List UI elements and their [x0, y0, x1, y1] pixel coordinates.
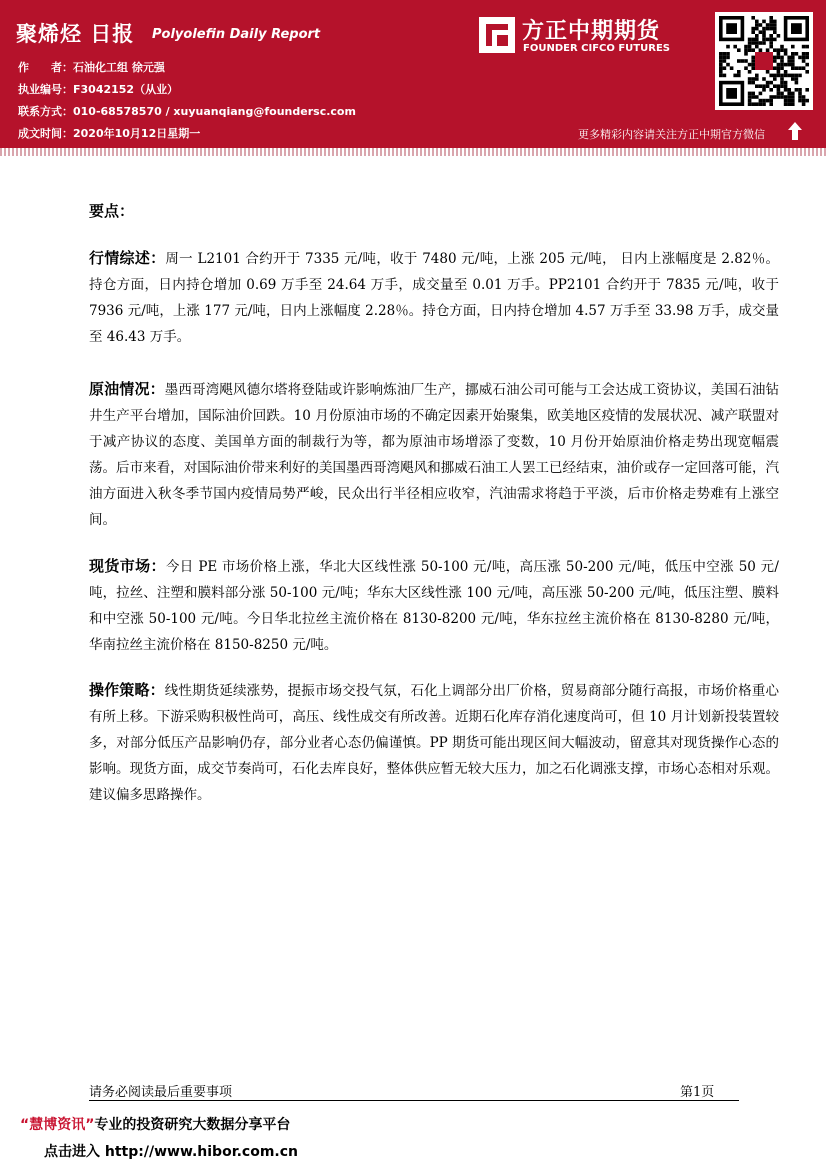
- wechat-note: 更多精彩内容请关注方正中期官方微信: [578, 128, 765, 141]
- date-line: [18, 125, 200, 141]
- spot-market-section: [89, 553, 779, 658]
- footer-divider: [89, 1100, 739, 1101]
- hibor-link[interactable]: 点击进入 http://www.hibor.com.cn: [44, 1144, 299, 1160]
- strategy-text: 线性期货延续涨势，提振市场交投气氛，石化上调部分出厂价格，贸易商部分随行高报，市场价格重心有所上移。下游采购积极性尚可，高压、线性成交有所改善。近期石化库存消化速度尚可，但 10 月计划新投装置较多，对部分低压产品影响仍存，部分业者心态仍偏谨慎。PP 期货可能出现区间大幅波动，留意其对现货操作心态的影响。现货方面，成交节奏尚可，石化去库良好，整体供应暂无较大压力，加之石化调涨支撑，市场心态相对乐观。建议偏多思路操作。: [89, 683, 779, 803]
- market-summary-section: [89, 245, 779, 350]
- author-value: 石油化工组 徐元强: [73, 61, 165, 74]
- hibor-banner: [20, 1114, 290, 1134]
- author-line: [18, 59, 165, 75]
- arrow-up-icon: [788, 122, 802, 140]
- contact-label: 联系方式：: [18, 105, 73, 118]
- report-header: [0, 0, 826, 148]
- crude-oil-text: 墨西哥湾飓风德尔塔将登陆或许影响炼油厂生产，挪威石油公司可能与工会达成工资协议，美国石油钻井生产平台增加，国际油价回跌。10 月份原油市场的不确定因素开始聚集，欧美地区疫情的发展状况、减产联盟对于减产协议的态度、美国单方面的制裁行为等，都为原油市场增添了变数，10 月份开始原油价格走势出现宽幅震荡。后市来看，对国际油价带来利好的美国墨西哥湾飓风和挪威石油工人罢工已经结束，油价或存一定回落可能，汽油方面进入秋冬季节国内疫情局势严峻，民众出行半径相应收窄，汽油需求将趋于平淡，后市价格走势难有上涨空间。: [89, 382, 779, 528]
- strategy-heading: 操作策略：: [89, 681, 165, 699]
- company-logo: [478, 12, 693, 60]
- hibor-slogan: 专业的投资研究大数据分享平台: [94, 1117, 291, 1133]
- crude-oil-section: [89, 376, 779, 533]
- spot-market-heading: 现货市场：: [89, 557, 166, 575]
- strategy-section: [89, 677, 779, 808]
- qr-code-icon: [715, 12, 813, 110]
- spot-market-text: 今日 PE 市场价格上涨，华北大区线性涨 50-100 元/吨，高压涨 50-200 元/吨，低压中空涨 50 元/吨，拉丝、注塑和膜料部分涨 50-100 元/吨；华东大区线性涨 100 元/吨，高压涨 50-200 元/吨，低压注塑、膜料和中空涨 50-100 元/吨。今日华北拉丝主流价格在 8130-8200 元/吨，华东拉丝主流价格在 8130-8280 元/吨，华南拉丝主流价格在 8150-8250 元/吨。: [89, 559, 779, 653]
- founder-logo-icon: [478, 16, 516, 54]
- market-summary-text: 周一 L2101 合约开于 7335 元/吨，收于 7480 元/吨，上涨 205 元/吨， 日内上涨幅度是 2.82％。持仓方面，日内持仓增加 0.69 万手至 24.64 万手，成交量至 0.01 万手。PP2101 合约开于 7835 元/吨，收于 7936 元/吨，上涨 177 元/吨，日内上涨幅度 2.28％。持仓方面，日内持仓增加 4.57 万手至 33.98 万手，成交量至 46.43 万手。: [89, 251, 779, 345]
- date-label: 成文时间：: [18, 127, 73, 140]
- report-title-cn: 聚烯烃 日报: [16, 22, 135, 46]
- market-summary-heading: 行情综述：: [89, 249, 166, 267]
- crude-oil-heading: 原油情况：: [89, 380, 165, 398]
- hibor-brand: “慧博资讯”: [20, 1117, 95, 1133]
- contact-value: 010-68578570 / xuyuanqiang@foundersc.com: [73, 105, 356, 118]
- author-label: 作 者：: [18, 61, 73, 74]
- license-label: 执业编号：: [18, 83, 73, 96]
- keypoints-heading: 要点：: [89, 202, 135, 220]
- license-value: F3042152（从业）: [73, 83, 179, 96]
- header-divider: [0, 148, 826, 156]
- disclaimer-notice: 请务必阅读最后重要事项: [89, 1085, 233, 1100]
- license-line: [18, 81, 178, 97]
- page-number: 第1页: [680, 1085, 715, 1100]
- wechat-qr-code: [715, 12, 813, 110]
- logo-text-cn: 方正中期期货: [522, 19, 661, 44]
- report-title-en: Polyolefin Daily Report: [152, 27, 321, 42]
- logo-text-en: FOUNDER CIFCO FUTURES: [523, 43, 670, 54]
- date-value: 2020年10月12日星期一: [73, 127, 201, 140]
- contact-line: [18, 103, 356, 119]
